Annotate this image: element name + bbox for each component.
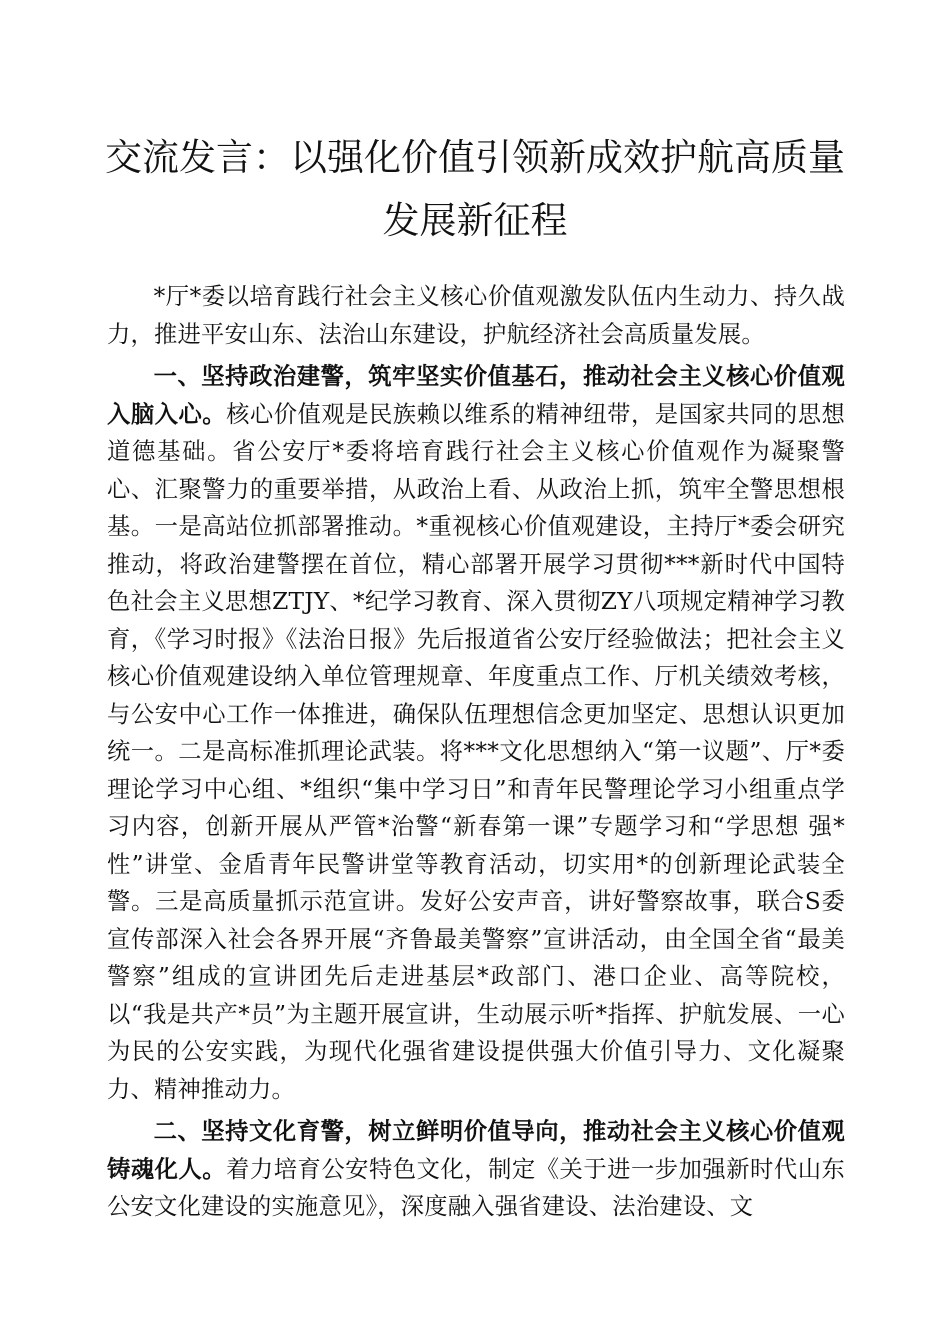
document-title: 交流发言：以强化价值引领新成效护航高质量发展新征程: [105, 136, 845, 242]
paragraph-section-1: [107, 358, 845, 1108]
section-heading-1: 一、坚持政治建警，筑牢坚实价值基石，推动社会主义核心价值观入脑入心。: [107, 363, 845, 428]
paragraph-text: 核心价值观是民族赖以维系的精神纽带，是国家共同的思想道德基础。省公安厅*委将培育践行社会主义核心价值观作为凝聚警心、汇聚警力的重要举措，从政治上看、从政治上抓，筑牢全警思想根基。一是高站位抓部署推动。*重视核心价值观建设，主持厅*委会研究推动，将政治建警摆在首位，精心部署开展学习贯彻***新时代中国特色社会主义思想ZTJY、*纪学习教育、深入贯彻ZY八项规定精神学习教育，《学习时报》《法治日报》先后报道省公安厅经验做法；把社会主义核心价值观建设纳入单位管理规章、年度重点工作、厅机关绩效考核，与公安中心工作一体推进，确保队伍理想信念更加坚定、思想认识更加统一。二是高标准抓理论武装。将***文化思想纳入“第一议题”、厅*委理论学习中心组、*组织“集中学习日”和青年民警理论学习小组重点学习内容，创新开展从严管*治警“新春第一课”专题学习和“学思想 强*性”讲堂、金盾青年民警讲堂等教育活动，切实用*的创新理论武装全警。三是高质量抓示范宣讲。发好公安声音，讲好警察故事，联合S委宣传部深入社会各界开展“齐鲁最美警察”宣讲活动，由全国全省“最美警察”组成的宣讲团先后走进基层*政部门、港口企业、高等院校，以“我是共产*员”为主题开展宣讲，生动展示听*指挥、护航发展、一心为民的公安实践，为现代化强省建设提供强大价值引导力、文化凝聚力、精神推动力。: [107, 400, 846, 1103]
paragraph-intro: [107, 278, 845, 353]
paragraph-text: 着力培育公安特色文化，制定《关于进一步加强新时代山东公安文化建设的实施意见》，深度融入强省建设、法治建设、文: [107, 1155, 846, 1220]
section-heading-2: 二、坚持文化育警，树立鲜明价值导向，推动社会主义核心价值观铸魂化人。: [107, 1118, 845, 1183]
paragraph-section-2: [107, 1113, 845, 1226]
document-body: [107, 278, 845, 1226]
paragraph-text: *厅*委以培育践行社会主义核心价值观激发队伍内生动力、持久战力，推进平安山东、法治山东建设，护航经济社会高质量发展。: [107, 283, 845, 348]
